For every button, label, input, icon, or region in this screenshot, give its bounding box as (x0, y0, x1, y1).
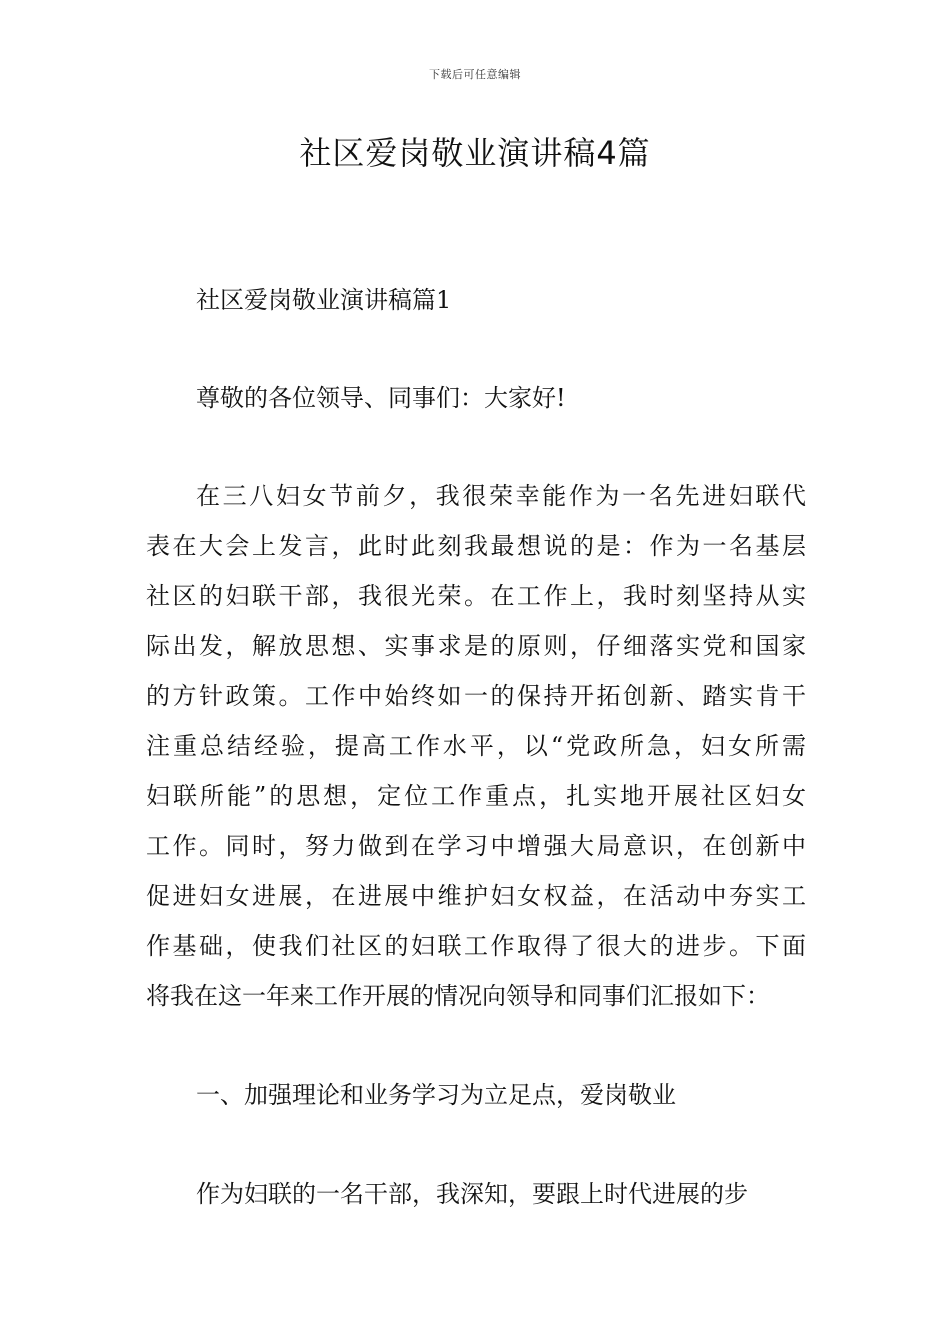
document-title: 社区爱岗敬业演讲稿4篇 (299, 134, 651, 172)
paragraph-line: 注重总结经验，提高工作水平，以“党政所急，妇女所需 (146, 732, 806, 760)
paragraph-line: 将我在这一年来工作开展的情况向领导和同事们汇报如下： (146, 982, 770, 1010)
greeting-line: 尊敬的各位领导、同事们：大家好! (196, 384, 566, 412)
paragraph-line: 际出发，解放思想、实事求是的原则，仔细落实党和国家 (146, 632, 806, 660)
section-heading: 社区爱岗敬业演讲稿篇1 (196, 286, 452, 314)
paragraph-line: 表在大会上发言，此时此刻我最想说的是：作为一名基层 (146, 532, 806, 560)
paragraph-line: 的方针政策。工作中始终如一的保持开拓创新、踏实肯干 (146, 682, 806, 710)
subsection-heading: 一、加强理论和业务学习为立足点，爱岗敬业 (196, 1081, 676, 1109)
header-note: 下载后可任意编辑 (429, 68, 521, 81)
paragraph-line: 妇联所能”的思想，定位工作重点，扎实地开展社区妇女 (146, 782, 806, 810)
paragraph-line: 作为妇联的一名干部，我深知，要跟上时代进展的步 (196, 1180, 748, 1208)
paragraph-line: 促进妇女进展，在进展中维护妇女权益，在活动中夯实工 (146, 882, 806, 910)
paragraph-2 (146, 1169, 806, 1219)
paragraph-line: 作基础，使我们社区的妇联工作取得了很大的进步。下面 (146, 932, 806, 960)
paragraph-line: 社区的妇联干部，我很光荣。在工作上，我时刻坚持从实 (146, 582, 806, 610)
paragraph-line: 工作。同时，努力做到在学习中增强大局意识，在创新中 (146, 832, 806, 860)
paragraph-1 (146, 471, 806, 1021)
paragraph-line: 在三八妇女节前夕，我很荣幸能作为一名先进妇联代 (196, 482, 806, 510)
